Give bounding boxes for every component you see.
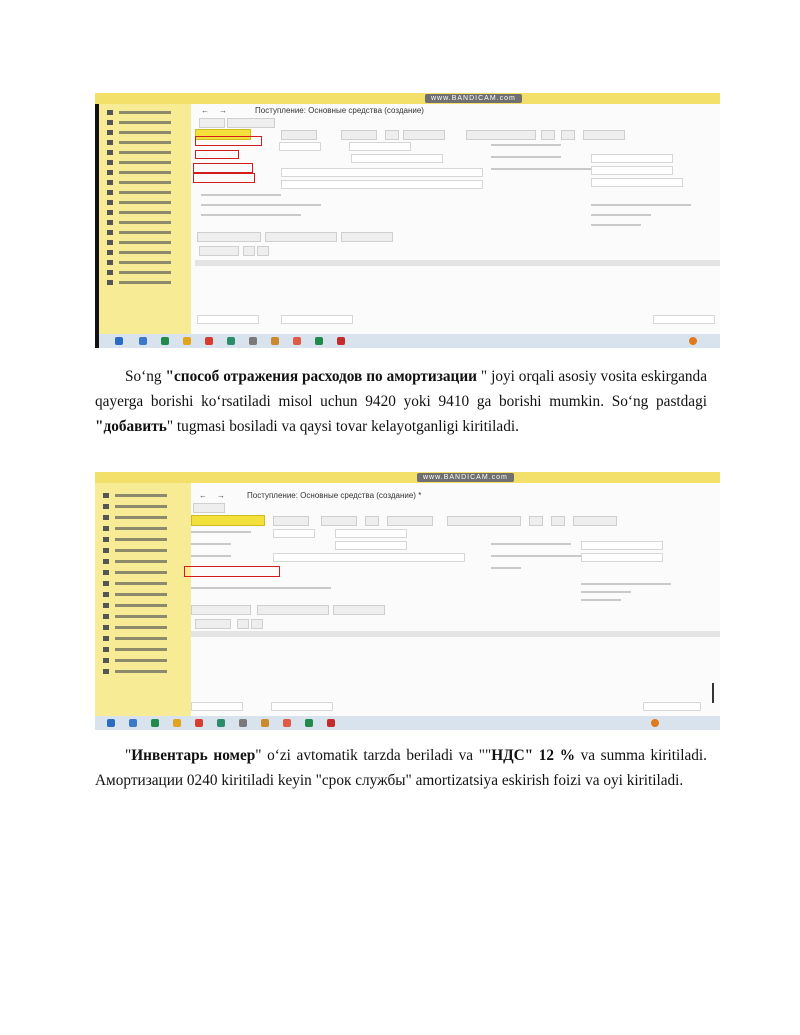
field-label — [491, 543, 571, 545]
organization-field[interactable] — [351, 154, 443, 163]
app-titlebar — [95, 93, 720, 104]
document-title: Поступление: Основные средства (создание) — [255, 106, 424, 115]
toolbar-icon[interactable] — [243, 246, 255, 256]
text: So‘ng — [125, 368, 166, 385]
text: " o‘zi avtomatik tarzda beriladi va "" — [255, 747, 492, 764]
sidebar-item[interactable] — [103, 625, 173, 630]
link-text[interactable] — [581, 583, 671, 585]
sidebar-item[interactable] — [103, 548, 173, 553]
date-field[interactable] — [349, 142, 411, 151]
sidebar-item[interactable] — [107, 110, 177, 115]
sidebar-item[interactable] — [107, 130, 177, 135]
field-label — [491, 144, 561, 146]
tray-icon[interactable] — [651, 719, 659, 727]
sidebar-item[interactable] — [107, 180, 177, 185]
field-label — [491, 567, 521, 569]
text: " tugmasi bosiladi va qaysi tovar kelayotganligi kiritiladi. — [166, 418, 519, 435]
taskbar-app-icon[interactable] — [261, 719, 269, 727]
forward-arrow-icon[interactable]: → — [217, 491, 225, 500]
sidebar-item[interactable] — [107, 250, 177, 255]
tray-icon[interactable] — [689, 337, 697, 345]
bold-term: НДС" 12 % — [491, 747, 575, 764]
sidebar-item[interactable] — [103, 647, 173, 652]
link-text[interactable] — [591, 224, 641, 226]
sidebar-item[interactable] — [107, 280, 177, 285]
sidebar-item[interactable] — [107, 210, 177, 215]
sidebar-item[interactable] — [103, 504, 173, 509]
tab-documents[interactable] — [227, 118, 275, 128]
record-button[interactable] — [273, 516, 309, 526]
sidebar-item[interactable] — [107, 200, 177, 205]
sidebar-item[interactable] — [103, 537, 173, 542]
sidebar-item[interactable] — [107, 140, 177, 145]
highlight-box — [195, 150, 239, 159]
depreciation-method-field[interactable] — [281, 180, 483, 189]
taskbar-app-icon[interactable] — [195, 719, 203, 727]
taskbar-app-icon[interactable] — [283, 719, 291, 727]
sidebar-item[interactable] — [103, 592, 173, 597]
sidebar-item[interactable] — [107, 230, 177, 235]
taskbar-app-icon[interactable] — [183, 337, 191, 345]
counterparty-field[interactable] — [273, 553, 465, 562]
sidebar-item[interactable] — [107, 270, 177, 275]
start-icon[interactable] — [115, 337, 123, 345]
screenshot-1 — [95, 93, 720, 348]
add-button[interactable] — [195, 619, 231, 629]
comment-label — [197, 315, 259, 324]
print-button[interactable] — [387, 516, 433, 526]
highlight-box — [184, 566, 280, 577]
sidebar-item[interactable] — [107, 150, 177, 155]
taskbar-app-icon[interactable] — [151, 719, 159, 727]
text: " joyi orqali asosiy vosita eskirganda qayerga borishi ko‘rsatiladi misol uchun 9420 yoki 9410 ga borishi mumkin. So‘ng pastdagi — [95, 368, 707, 410]
taskbar-app-icon[interactable] — [217, 719, 225, 727]
post-and-close-button[interactable] — [191, 515, 265, 526]
post-button[interactable] — [341, 130, 377, 140]
screenshot-2 — [95, 472, 720, 730]
taskbar — [99, 334, 720, 348]
tab-services[interactable] — [265, 232, 337, 242]
link-text[interactable] — [581, 599, 621, 601]
total-field — [653, 315, 715, 324]
more-button[interactable] — [573, 516, 617, 526]
watermark: www.BANDICAM.com — [417, 473, 514, 482]
scrollbar[interactable] — [712, 683, 714, 703]
contract-field[interactable] — [581, 541, 663, 550]
comment-label — [191, 702, 243, 711]
taskbar-app-icon[interactable] — [161, 337, 169, 345]
toolbar-icon[interactable] — [257, 246, 269, 256]
sidebar-item[interactable] — [103, 515, 173, 520]
back-arrow-icon[interactable]: ← — [201, 106, 209, 115]
taskbar-app-icon[interactable] — [249, 337, 257, 345]
toolbar-icon[interactable] — [561, 130, 575, 140]
sidebar-item[interactable] — [103, 636, 173, 641]
taskbar — [95, 716, 720, 730]
counterparty-field[interactable] — [591, 154, 673, 163]
paragraph-2 — [95, 743, 707, 793]
field-label — [201, 204, 321, 206]
paragraph-1 — [95, 364, 707, 439]
field-label — [191, 531, 251, 533]
field-label — [201, 194, 281, 196]
taskbar-app-icon[interactable] — [227, 337, 235, 345]
toolbar-icon[interactable] — [385, 130, 399, 140]
bold-term: "добавить — [95, 418, 167, 435]
sidebar-item[interactable] — [103, 570, 173, 575]
sidebar-item[interactable] — [107, 170, 177, 175]
sidebar — [99, 104, 191, 334]
sidebar-item[interactable] — [103, 493, 173, 498]
taskbar-app-icon[interactable] — [239, 719, 247, 727]
number-field[interactable] — [279, 142, 321, 151]
sidebar-item[interactable] — [107, 160, 177, 165]
responsible-field[interactable] — [281, 315, 353, 324]
forward-arrow-icon[interactable]: → — [219, 106, 227, 115]
tab-services[interactable] — [257, 605, 329, 615]
tab-main[interactable] — [193, 503, 225, 513]
sidebar-item[interactable] — [103, 526, 173, 531]
tab-main[interactable] — [199, 118, 225, 128]
tab-additional[interactable] — [341, 232, 393, 242]
sidebar — [95, 483, 191, 716]
toolbar-icon[interactable] — [237, 619, 249, 629]
bold-term: Инвентарь номер — [131, 747, 256, 764]
sidebar-item[interactable] — [103, 603, 173, 608]
field-label — [491, 156, 561, 158]
watermark: www.BANDICAM.com — [425, 94, 522, 103]
sidebar-item[interactable] — [103, 614, 173, 619]
toolbar-icon[interactable] — [529, 516, 543, 526]
taskbar-app-icon[interactable] — [139, 337, 147, 345]
link-text[interactable] — [591, 214, 651, 216]
date-field[interactable] — [335, 529, 407, 538]
taskbar-app-icon[interactable] — [205, 337, 213, 345]
sidebar-item[interactable] — [103, 658, 173, 663]
total-field — [643, 702, 701, 711]
toolbar-icon[interactable] — [365, 516, 379, 526]
highlight-box — [193, 163, 253, 173]
link-text[interactable] — [591, 204, 691, 206]
sidebar-item[interactable] — [107, 240, 177, 245]
warehouse-field[interactable] — [581, 553, 663, 562]
tab-fixed-assets[interactable] — [197, 232, 261, 242]
text: va summa kiritiladi. Амортизации 0240 kiritiladi keyin "срок службы" amortizatsiya eskirish foizi va oyi kiritiladi. — [95, 747, 707, 789]
toolbar-icon[interactable] — [251, 619, 263, 629]
tab-fixed-assets[interactable] — [191, 605, 251, 615]
sidebar-item[interactable] — [107, 220, 177, 225]
field-label — [191, 555, 231, 557]
table-header — [195, 260, 720, 266]
warehouse-field[interactable] — [591, 178, 683, 187]
taskbar-app-icon[interactable] — [305, 719, 313, 727]
field-label — [191, 587, 331, 589]
sidebar-item[interactable] — [103, 581, 173, 586]
field-label — [191, 543, 231, 545]
toolbar-icon[interactable] — [541, 130, 555, 140]
sidebar-item[interactable] — [107, 190, 177, 195]
bold-term: "способ отражения расходов по амортизации — [165, 368, 477, 385]
tab-additional[interactable] — [333, 605, 385, 615]
contract-field[interactable] — [591, 166, 673, 175]
sidebar-item[interactable] — [103, 559, 173, 564]
create-based-on-button[interactable] — [447, 516, 521, 526]
sidebar-item[interactable] — [107, 120, 177, 125]
sidebar-item[interactable] — [103, 669, 173, 674]
post-button[interactable] — [321, 516, 357, 526]
highlight-box — [193, 173, 255, 183]
add-button[interactable] — [199, 246, 239, 256]
record-button[interactable] — [281, 130, 317, 140]
print-button[interactable] — [403, 130, 445, 140]
field-label — [201, 214, 301, 216]
taskbar-app-icon[interactable] — [173, 719, 181, 727]
number-field[interactable] — [273, 529, 315, 538]
taskbar-app-icon[interactable] — [129, 719, 137, 727]
link-text[interactable] — [581, 591, 631, 593]
taskbar-app-icon[interactable] — [337, 337, 345, 345]
highlight-box — [195, 136, 262, 146]
toolbar-icon[interactable] — [551, 516, 565, 526]
field-label — [491, 168, 591, 170]
taskbar-app-icon[interactable] — [315, 337, 323, 345]
taskbar-app-icon[interactable] — [271, 337, 279, 345]
table-header — [191, 631, 720, 637]
text: " — [125, 747, 132, 764]
taskbar-app-icon[interactable] — [293, 337, 301, 345]
organization-field[interactable] — [335, 541, 407, 550]
back-arrow-icon[interactable]: ← — [199, 491, 207, 500]
app-titlebar — [95, 472, 720, 483]
more-button[interactable] — [583, 130, 625, 140]
responsible-field[interactable] — [271, 702, 333, 711]
form-area — [191, 483, 720, 716]
form-area — [191, 104, 720, 334]
accounting-method-field[interactable] — [281, 168, 483, 177]
document-title: Поступление: Основные средства (создание) * — [247, 491, 422, 500]
start-icon[interactable] — [107, 719, 115, 727]
create-based-on-button[interactable] — [466, 130, 536, 140]
taskbar-app-icon[interactable] — [327, 719, 335, 727]
sidebar-item[interactable] — [107, 260, 177, 265]
